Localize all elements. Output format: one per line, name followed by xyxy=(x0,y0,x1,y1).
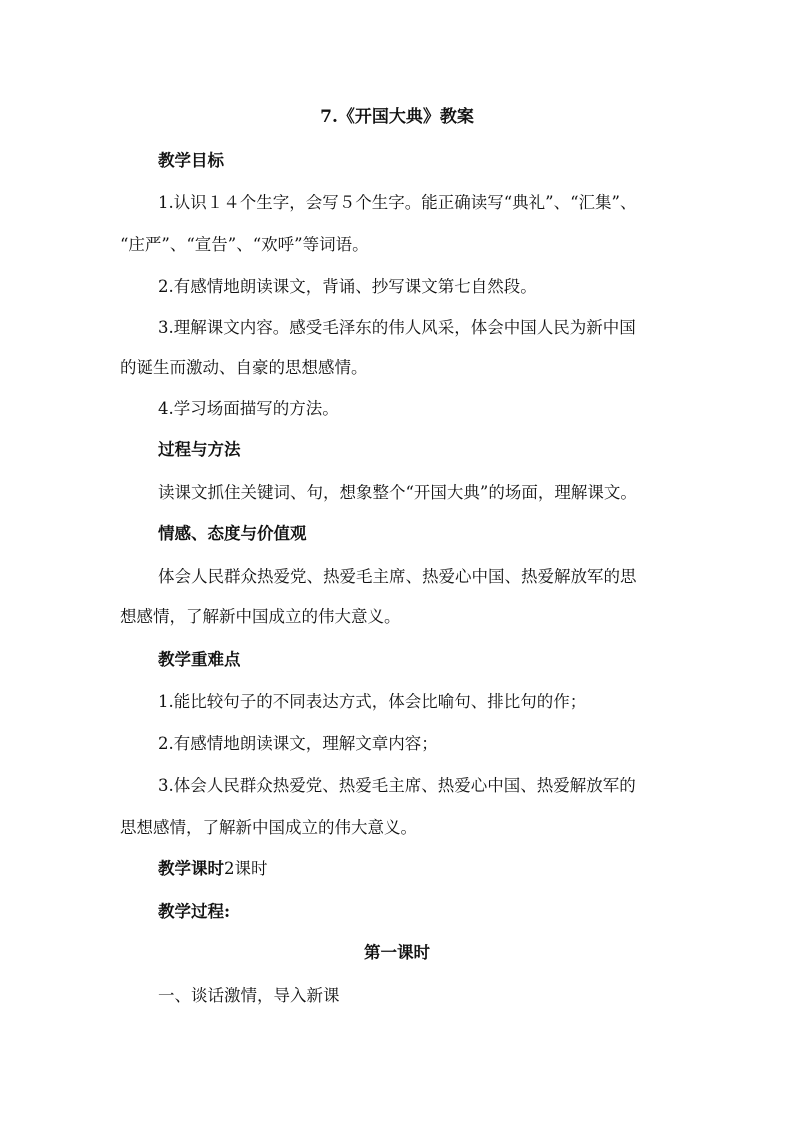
teaching-hours xyxy=(158,858,758,880)
objective-item-3-line-2: 的诞生而激动、自豪的思想感情。 xyxy=(120,358,368,377)
objectives-heading: 教学目标 xyxy=(158,151,224,170)
teaching-hours-value: 2课时 xyxy=(224,859,268,878)
objective-item-1-line-2: “庄严”、“宣告”、“欢呼”等词语。 xyxy=(120,235,369,254)
emotion-text-line-2: 想感情，了解新中国成立的伟大意义。 xyxy=(120,607,401,626)
objective-item-2: 2.有感情地朗读课文，背诵、抄写课文第七自然段。 xyxy=(158,277,537,296)
key-point-item-2: 2.有感情地朗读课文，理解文章内容； xyxy=(158,734,438,753)
teaching-process-heading: 教学过程: xyxy=(158,902,231,921)
key-point-item-1: 1.能比较句子的不同表达方式，体会比喻句、排比句的作； xyxy=(158,692,587,711)
lesson-title: 第一课时 xyxy=(364,943,430,962)
objective-item-3-line-1: 3.理解课文内容。感受毛泽东的伟人风采，体会中国人民为新中国 xyxy=(158,318,636,337)
process-method-text: 读课文抓住关键词、句，想象整个“开国大典”的场面，理解课文。 xyxy=(158,483,637,502)
process-method-heading: 过程与方法 xyxy=(158,440,241,459)
teaching-hours-label: 教学课时 xyxy=(158,859,224,878)
process-step-1: 一、谈话激情，导入新课 xyxy=(158,986,340,1005)
emotion-text-line-1: 体会人民群众热爱党、热爱毛主席、热爱心中国、热爱解放军的思 xyxy=(158,567,637,586)
key-point-item-3-line-1: 3.体会人民群众热爱党、热爱毛主席、热爱心中国、热爱解放军的 xyxy=(158,776,636,795)
objective-item-1-line-1: 1.认识１４个生字，会写５个生字。能正确读写“典礼”、“汇集”、 xyxy=(158,193,637,212)
key-point-item-3-line-2: 思想感情，了解新中国成立的伟大意义。 xyxy=(120,818,417,837)
document-title: 7.《开国大典》教案 xyxy=(320,107,474,127)
emotion-heading: 情感、态度与价值观 xyxy=(158,524,307,543)
objective-item-4: 4.学习场面描写的方法。 xyxy=(158,399,339,418)
key-points-heading: 教学重难点 xyxy=(158,650,241,669)
